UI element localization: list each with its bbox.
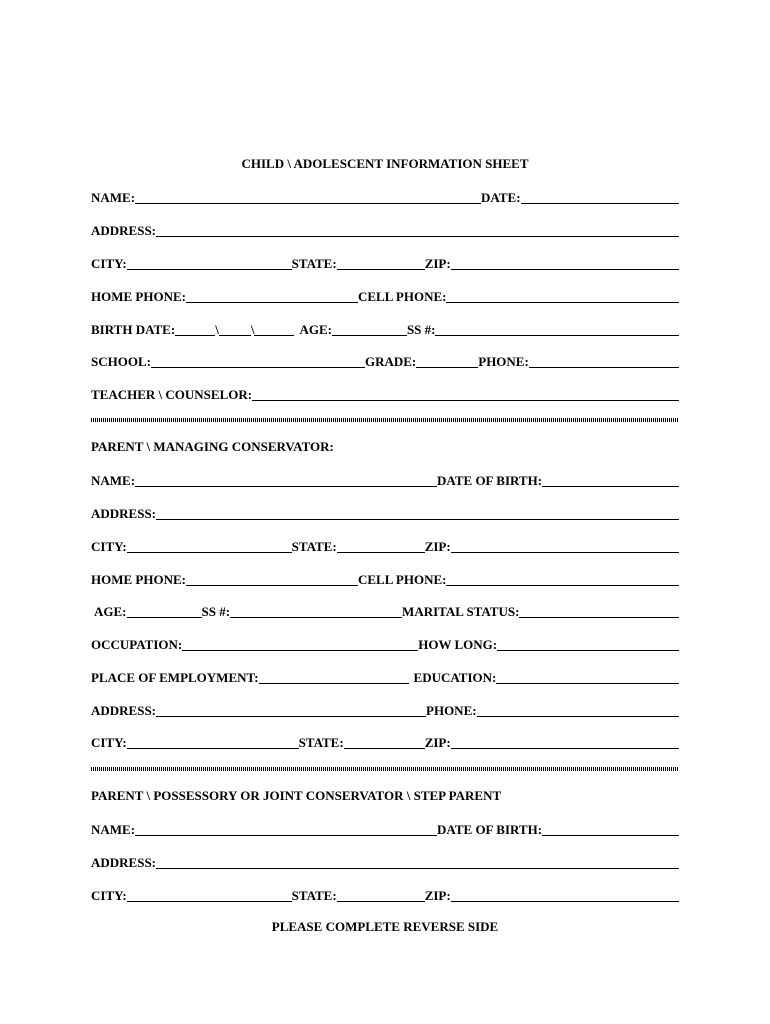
reverse-side-note: PLEASE COMPLETE REVERSE SIDE: [271, 919, 499, 934]
parent1-how-long-label: HOW LONG:: [418, 637, 498, 652]
parent1-how-long-field[interactable]: [497, 638, 679, 651]
child-date-label: DATE:: [481, 190, 521, 205]
parent1-occupation-row: [91, 636, 679, 652]
child-school-field[interactable]: [151, 355, 365, 368]
parent1-emp-city-label: CITY:: [91, 735, 127, 750]
form-title: CHILD \ ADOLESCENT INFORMATION SHEET: [241, 156, 529, 171]
parent1-home-phone-label: HOME PHONE:: [91, 572, 186, 587]
parent1-home-phone-field[interactable]: [186, 573, 358, 586]
parent1-state-field[interactable]: [337, 540, 425, 553]
child-teacher-field[interactable]: [252, 388, 679, 401]
child-phone-row: [91, 288, 679, 304]
parent2-state-field[interactable]: [337, 889, 425, 902]
child-name-field[interactable]: [135, 191, 481, 204]
child-grade-field[interactable]: [416, 355, 478, 368]
parent1-phone-row: [91, 571, 679, 587]
parent1-city-label: CITY:: [91, 539, 127, 554]
child-address-row: [91, 222, 679, 238]
section-divider: [91, 767, 679, 771]
parent1-marital-label: MARITAL STATUS:: [402, 604, 520, 619]
parent2-address-label: ADDRESS:: [91, 855, 157, 870]
child-city-label: CITY:: [91, 256, 127, 271]
parent1-emp-phone-field[interactable]: [477, 704, 679, 717]
parent2-dob-field[interactable]: [542, 823, 679, 836]
child-home-phone-field[interactable]: [186, 290, 358, 303]
parent1-emp-phone-label: PHONE:: [426, 703, 477, 718]
parent1-name-row: [91, 472, 679, 488]
parent2-dob-label: DATE OF BIRTH:: [437, 822, 543, 837]
child-ss-field[interactable]: [435, 323, 679, 336]
child-age-label: AGE:: [299, 322, 332, 337]
child-birth-day-field[interactable]: [219, 323, 251, 336]
parent1-occupation-field[interactable]: [182, 638, 418, 651]
parent1-employment-field[interactable]: [259, 671, 409, 684]
parent1-emp-address-row: [91, 702, 679, 718]
child-state-field[interactable]: [337, 257, 425, 270]
parent2-city-field[interactable]: [127, 889, 292, 902]
parent1-education-field[interactable]: [496, 671, 679, 684]
child-name-label: NAME:: [91, 190, 136, 205]
child-date-field[interactable]: [521, 191, 679, 204]
child-birth-date-label: BIRTH DATE:: [91, 322, 176, 337]
parent2-heading: PARENT \ POSSESSORY OR JOINT CONSERVATOR \ STEP PARENT: [91, 788, 502, 803]
child-city-row: [91, 255, 679, 271]
child-birth-year-field[interactable]: [254, 323, 294, 336]
child-age-field[interactable]: [332, 323, 407, 336]
child-birth-month-field[interactable]: [175, 323, 215, 336]
parent1-emp-city-row: [91, 734, 679, 750]
child-teacher-label: TEACHER \ COUNSELOR:: [91, 387, 253, 402]
parent1-address-field[interactable]: [156, 507, 679, 520]
child-ss-label: SS #:: [406, 322, 436, 337]
parent1-emp-city-field[interactable]: [127, 736, 299, 749]
parent1-occupation-label: OCCUPATION:: [91, 637, 183, 652]
parent1-employment-row: [91, 669, 679, 685]
parent1-zip-field[interactable]: [451, 540, 679, 553]
parent1-age-label: AGE:: [94, 604, 127, 619]
birth-date-separator: \: [215, 322, 219, 337]
parent2-address-row: [91, 854, 679, 870]
parent1-dob-field[interactable]: [542, 474, 679, 487]
parent1-name-label: NAME:: [91, 473, 136, 488]
parent2-city-label: CITY:: [91, 888, 127, 903]
child-phone-label: PHONE:: [478, 354, 529, 369]
birth-date-separator: \: [250, 322, 255, 337]
parent1-emp-zip-label: ZIP:: [424, 735, 451, 750]
parent1-age-field[interactable]: [127, 605, 202, 618]
child-state-label: STATE:: [291, 256, 337, 271]
parent1-cell-phone-label: CELL PHONE:: [357, 572, 447, 587]
parent2-city-row: [91, 887, 679, 903]
parent1-name-field[interactable]: [135, 474, 437, 487]
section-divider: [91, 418, 679, 422]
parent1-city-row: [91, 538, 679, 554]
parent2-name-row: [91, 821, 679, 837]
parent1-address-label: ADDRESS:: [91, 506, 157, 521]
parent1-city-field[interactable]: [127, 540, 292, 553]
parent1-heading: PARENT \ MANAGING CONSERVATOR:: [91, 439, 334, 454]
parent1-dob-label: DATE OF BIRTH:: [437, 473, 543, 488]
parent1-zip-label: ZIP:: [424, 539, 451, 554]
parent1-age-row: [91, 603, 679, 619]
child-school-label: SCHOOL:: [91, 354, 151, 369]
child-teacher-row: [91, 386, 679, 402]
child-address-field[interactable]: [156, 224, 679, 237]
child-city-field[interactable]: [127, 257, 292, 270]
parent1-ss-field[interactable]: [230, 605, 402, 618]
child-cell-phone-label: CELL PHONE:: [357, 289, 447, 304]
parent1-education-label: EDUCATION:: [413, 670, 497, 685]
child-phone-field[interactable]: [529, 355, 679, 368]
child-school-row: [91, 353, 679, 369]
parent1-cell-phone-field[interactable]: [446, 573, 679, 586]
parent2-name-label: NAME:: [91, 822, 136, 837]
child-zip-field[interactable]: [451, 257, 679, 270]
parent1-emp-state-field[interactable]: [344, 736, 425, 749]
parent1-marital-field[interactable]: [519, 605, 679, 618]
child-zip-label: ZIP:: [424, 256, 451, 271]
child-birth-row: [91, 321, 679, 337]
parent2-address-field[interactable]: [156, 856, 679, 869]
child-address-label: ADDRESS:: [91, 223, 157, 238]
child-home-phone-label: HOME PHONE:: [91, 289, 186, 304]
parent2-state-label: STATE:: [291, 888, 337, 903]
parent1-ss-label: SS #:: [201, 604, 231, 619]
child-cell-phone-field[interactable]: [446, 290, 679, 303]
parent1-emp-state-label: STATE:: [298, 735, 344, 750]
child-grade-label: GRADE:: [364, 354, 417, 369]
parent1-employment-label: PLACE OF EMPLOYMENT:: [91, 670, 259, 685]
parent2-name-field[interactable]: [135, 823, 437, 836]
parent1-state-label: STATE:: [291, 539, 337, 554]
parent2-zip-field[interactable]: [451, 889, 679, 902]
parent2-zip-label: ZIP:: [424, 888, 451, 903]
parent1-emp-zip-field[interactable]: [451, 736, 679, 749]
parent1-address-row: [91, 505, 679, 521]
parent1-emp-address-field[interactable]: [156, 704, 426, 717]
child-name-row: [91, 189, 679, 205]
parent1-emp-address-label: ADDRESS:: [91, 703, 157, 718]
